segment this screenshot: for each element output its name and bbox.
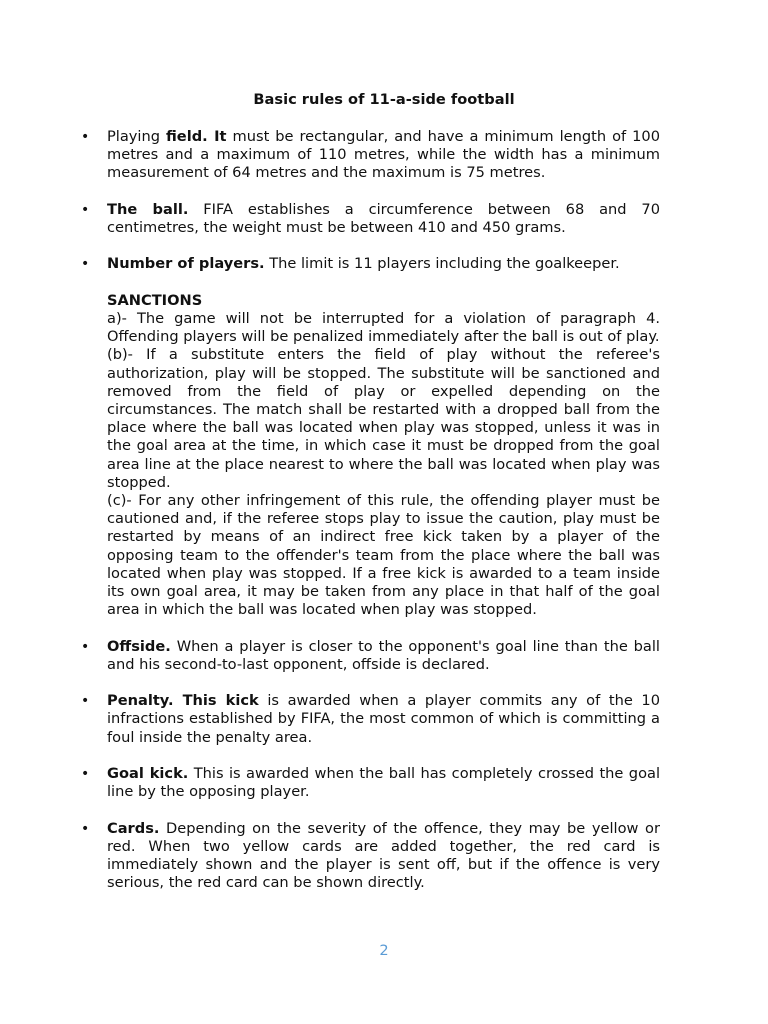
rule-number-of-players (81, 255, 660, 619)
rule-goal-kick (81, 765, 660, 801)
rule-heading: Cards. (107, 819, 160, 837)
bullet-icon: • (81, 201, 90, 218)
rule-penalty (81, 692, 660, 747)
document-title: Basic rules of 11-a-side football (253, 91, 515, 108)
spacer (107, 274, 660, 292)
sanction-a: a)- The game will not be interrupted for a violation of paragraph 4. Offending players will be penalized immediately after the ball is out of play. (107, 309, 660, 346)
rule-text: is awarded when a player commits any of the 10 infractions established by FIFA, the most common of which is committing a foul inside the penalty area. (107, 692, 660, 746)
rule-heading: Goal kick. (107, 765, 189, 783)
rule-text: When a player is closer to the opponent's goal line than the ball and his second-to-last opponent, offside is declared. (107, 637, 660, 673)
sanction-c: (c)- For any other infringement of this rule, the offending player must be cautioned and, if the referee stops play to issue the caution, play must be restarted by means of an indirect free kick taken by a player of the opposing team to the offender's team from the place where the ball was located when play was stopped. If a free kick is awarded to a team inside its own goal area, it may be taken from any place in that half of the goal area in which the ball was located when play was stopped. (107, 492, 660, 619)
rule-lead-text: Playing (107, 128, 166, 145)
rules-list (81, 128, 660, 911)
rule-text: The limit is 11 players including the goalkeeper. (264, 255, 620, 273)
rule-cards (81, 819, 660, 893)
rule-playing-field (81, 128, 660, 183)
rule-text: FIFA establishes a circumference between 68 and 70 centimetres, the weight must be between 410 and 450 grams. (107, 200, 660, 236)
page-number: 2 (379, 942, 389, 959)
bullet-icon: • (81, 693, 90, 710)
rule-heading: Number of players. (107, 255, 265, 273)
sanctions-heading: SANCTIONS (107, 291, 203, 309)
rule-heading: Offside. (107, 637, 171, 655)
rule-heading: The ball. (107, 200, 189, 218)
rule-ball (81, 200, 660, 237)
rule-text: This is awarded when the ball has completely crossed the goal line by the opposing player. (107, 765, 660, 801)
sanction-b: (b)- If a substitute enters the field of play without the referee's authorization, play will be stopped. The substitute will be sanctioned and removed from the field of play or expelled depending on the circumstances. The match shall be restarted with a dropped ball from the place where the ball was located when play was stopped, unless it was in the goal area at the time, in which case it must be dropped from the goal area line at the place nearest to where the ball was located when play was stopped. (107, 346, 660, 491)
bullet-icon: • (81, 256, 90, 273)
rule-heading: Penalty. This kick (107, 692, 259, 710)
bullet-icon: • (81, 638, 90, 655)
bullet-icon: • (81, 129, 90, 145)
rule-offside (81, 637, 660, 674)
bullet-icon: • (81, 820, 90, 837)
rule-text: Depending on the severity of the offence, they may be yellow or red. When two yellow cards are added together, the red card is immediately shown and the player is sent off, but if the offence is very serious, the red card can be shown directly. (107, 819, 660, 892)
bullet-icon: • (81, 766, 90, 783)
rule-text: must be rectangular, and have a minimum length of 100 metres and a maximum of 110 metres, while the width has a minimum measurement of 64 metres and the maximum is 75 metres. (107, 128, 660, 182)
rule-heading: field. It (165, 128, 227, 145)
